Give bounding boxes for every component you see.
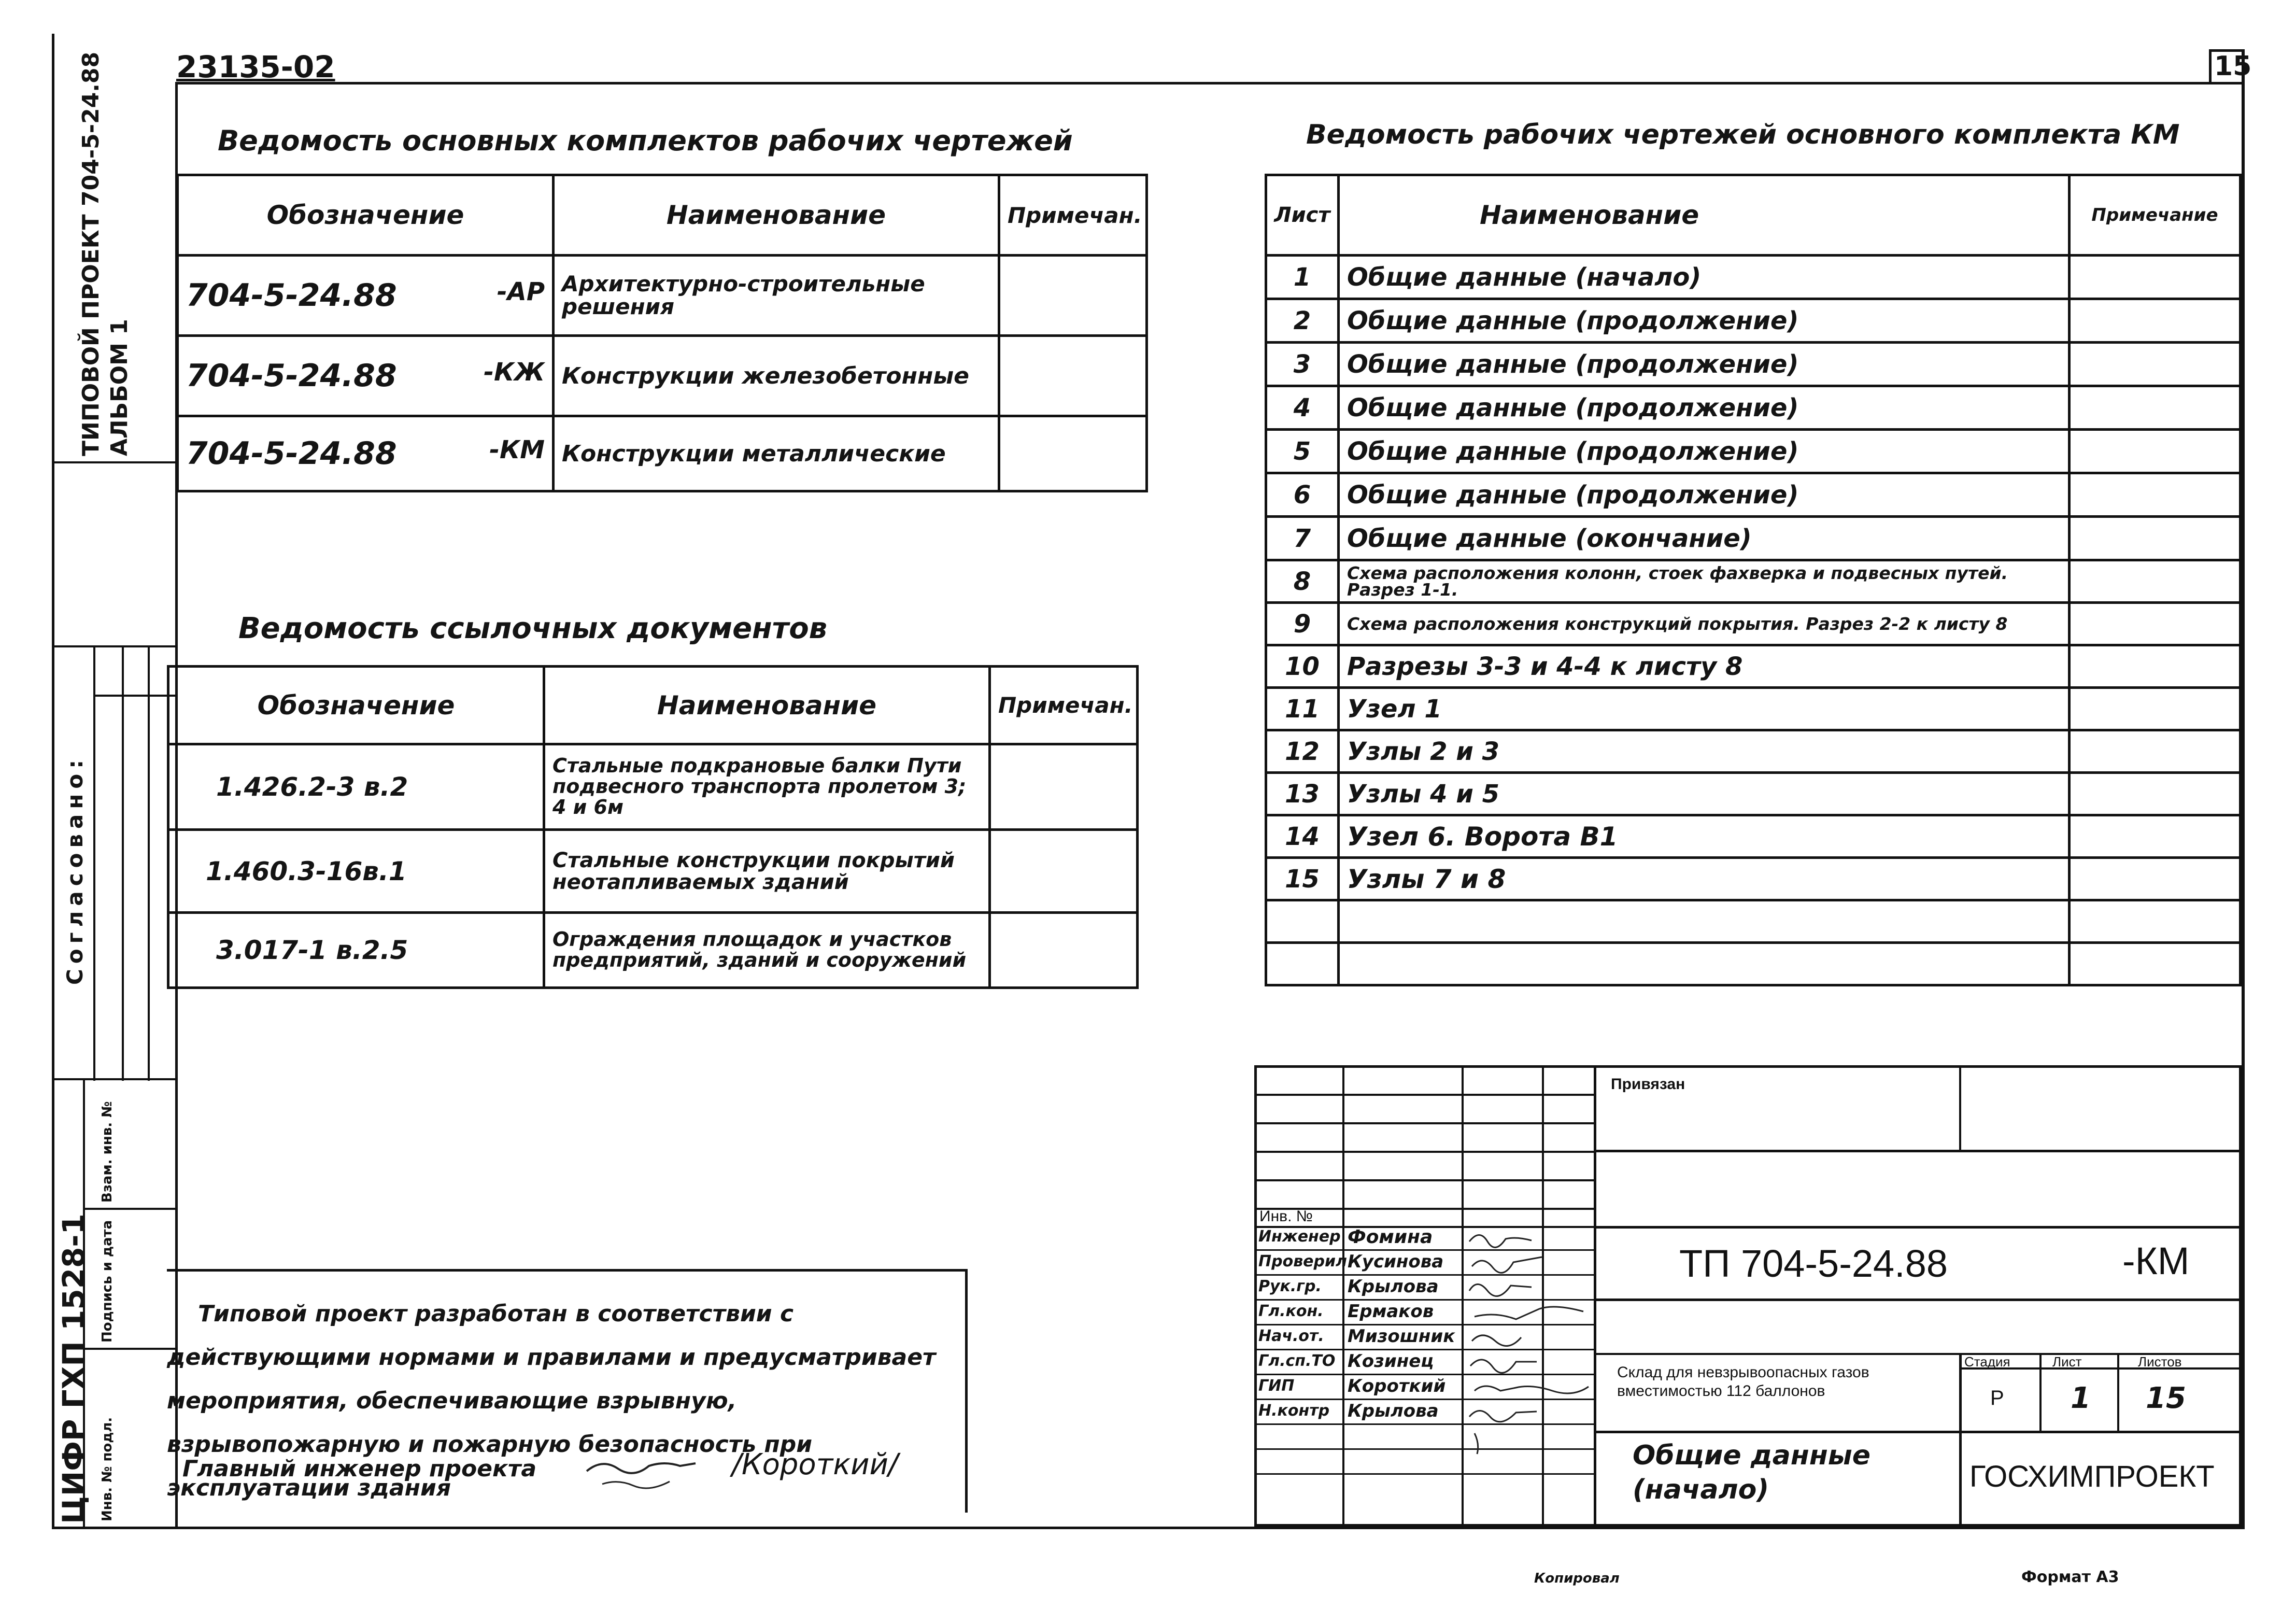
km-sheet-name: Общие данные (продолжение) <box>1339 430 2070 473</box>
table-row <box>178 336 1147 416</box>
tb-row-linked <box>1594 1150 2242 1152</box>
main-sets-table <box>176 174 1148 492</box>
km-sheets-table <box>1265 174 2242 986</box>
km-sheet-number <box>1266 943 1339 985</box>
km-sheet-number: 11 <box>1266 688 1339 730</box>
table-row <box>1266 517 2241 560</box>
ref-doc-code: 1.460.3-16в.1 <box>168 830 544 913</box>
agreed-col-2 <box>122 645 124 1081</box>
table-row <box>168 830 1138 913</box>
table-row <box>178 416 1147 491</box>
side-stamp-album: АЛЬБОМ 1 <box>106 319 133 456</box>
tb-person: Фомина <box>1348 1226 1433 1248</box>
table-row <box>1266 343 2241 386</box>
tb-col-stage <box>2039 1353 2042 1431</box>
ref-docs-title: Ведомость ссылочных документов <box>238 612 828 645</box>
footer-copied: Копировал <box>1534 1571 1620 1586</box>
side-label-vzam: Взам. инв. № <box>100 1101 115 1203</box>
km-sheet-name: Узлы 7 и 8 <box>1339 858 2070 900</box>
main-set-name: Конструкции железобетонные <box>554 336 999 416</box>
km-sheet-number: 6 <box>1266 473 1339 517</box>
tb-person: Ермаков <box>1348 1301 1434 1322</box>
tb-col-2 <box>1462 1065 1464 1527</box>
km-sheet-number <box>1266 900 1339 943</box>
tb-designation: ТП 704-5-24.88 <box>1679 1242 1948 1285</box>
main-set-suffix: -АР <box>497 277 545 306</box>
table-row <box>1266 943 2241 985</box>
km-sheet-name: Разрезы 3-3 и 4-4 к листу 8 <box>1339 645 2070 688</box>
tb-sheets: 15 <box>2146 1381 2186 1415</box>
main-set-code: 704-5-24.88 <box>186 358 397 394</box>
main-sets-header-name: Наименование <box>554 175 999 256</box>
ref-doc-code: 3.017-1 в.2.5 <box>168 913 544 988</box>
km-header-sheet: Лист <box>1266 175 1339 256</box>
km-sheet-name: Общие данные (продолжение) <box>1339 386 2070 430</box>
side-stamp-project: ТИПОВОЙ ПРОЕКТ 704-5-24.88 <box>78 51 104 456</box>
tb-role: Инженер <box>1258 1227 1341 1246</box>
main-set-name: Архитектурно-строительные решения <box>554 256 999 336</box>
km-sheet-number: 14 <box>1266 815 1339 858</box>
km-sheet-number: 2 <box>1266 299 1339 343</box>
table-row <box>1266 560 2241 603</box>
km-header-name: Наименование <box>1339 175 2070 256</box>
tb-col-object-divider <box>1959 1353 1962 1527</box>
main-set-suffix: -КМ <box>489 435 545 464</box>
km-sheet-number: 1 <box>1266 256 1339 299</box>
tb-role: Рук.гр. <box>1258 1277 1322 1295</box>
tb-linked-label: Привязан <box>1611 1076 1685 1093</box>
km-sheet-number: 12 <box>1266 730 1339 773</box>
tb-organization: ГОСХИМПРОЕКТ <box>1969 1460 2215 1493</box>
main-set-suffix: -КЖ <box>484 358 545 387</box>
tb-person: Короткий <box>1348 1376 1446 1396</box>
km-sheet-name: Схема расположения колонн, стоек фахверка и подвесных путей. Разрез 1-1. <box>1339 560 2070 603</box>
main-sets-title: Ведомость основных комплектов рабочих чертежей <box>218 124 1073 157</box>
tb-role: ГИП <box>1258 1377 1295 1395</box>
sheet-box-left <box>2209 49 2212 84</box>
tb-role: Нач.от. <box>1258 1327 1324 1345</box>
binding-strip-mid3 <box>52 1078 176 1080</box>
table-row <box>1266 299 2241 343</box>
main-set-note <box>999 416 1147 491</box>
ref-doc-code: 1.426.2-3 в.2 <box>168 744 544 830</box>
km-sheet-name: Узел 6. Ворота В1 <box>1339 815 2070 858</box>
tb-sheets-label: Листов <box>2138 1354 2182 1370</box>
km-sheets-title: Ведомость рабочих чертежей основного комплекта КМ <box>1306 119 2180 150</box>
tb-person: Козинец <box>1348 1351 1434 1372</box>
main-set-code: 704-5-24.88 <box>186 277 397 314</box>
tb-role: Н.контр <box>1258 1402 1330 1420</box>
km-sheet-number: 5 <box>1266 430 1339 473</box>
ref-doc-note <box>990 913 1138 988</box>
table-row <box>1266 256 2241 299</box>
tb-signatures <box>1464 1226 1594 1475</box>
tb-inv-no: Инв. № <box>1259 1208 1313 1225</box>
km-sheet-name: Общие данные (продолжение) <box>1339 343 2070 386</box>
main-sets-header-note: Примечан. <box>999 175 1147 256</box>
outer-frame-bottom <box>52 1527 2244 1529</box>
km-sheet-name: Общие данные (продолжение) <box>1339 473 2070 517</box>
tb-sheet: 1 <box>2071 1381 2091 1415</box>
side-label-podpis: Подпись и дата <box>100 1220 115 1343</box>
main-set-note <box>999 256 1147 336</box>
footer-format: Формат А3 <box>2021 1568 2119 1586</box>
tb-role: Проверил <box>1258 1252 1347 1271</box>
ref-docs-header-code: Обозначение <box>168 667 544 744</box>
tb-role: Гл.сп.ТО <box>1258 1352 1336 1370</box>
table-row <box>178 256 1147 336</box>
tb-row <box>1254 1179 1594 1181</box>
tb-row <box>1254 1122 1594 1124</box>
chief-engineer-label: Главный инженер проекта <box>182 1456 537 1482</box>
table-row <box>1266 688 2241 730</box>
binding-strip-mid4 <box>83 1208 176 1210</box>
tb-object-name: Склад для невзрывоопасных газов вместимостью 112 баллонов <box>1617 1364 1869 1400</box>
tb-col-1 <box>1342 1065 1344 1527</box>
tb-person: Крылова <box>1348 1401 1439 1421</box>
ref-doc-note <box>990 830 1138 913</box>
km-sheet-number: 13 <box>1266 773 1339 815</box>
table-row <box>1266 730 2241 773</box>
km-sheet-name <box>1339 900 2070 943</box>
tb-stage-label: Стадия <box>1964 1354 2010 1370</box>
km-sheet-number: 4 <box>1266 386 1339 430</box>
main-set-name: Конструкции металлические <box>554 416 999 491</box>
doc-code: 23135-02 <box>176 49 335 84</box>
side-label-inv-podl: Инв. № подл. <box>100 1417 115 1521</box>
sheet-number: 15 <box>2214 51 2252 82</box>
ref-docs-table <box>167 665 1139 989</box>
ref-doc-note <box>990 744 1138 830</box>
chief-engineer-name: /Короткий/ <box>732 1448 898 1481</box>
km-sheet-number: 3 <box>1266 343 1339 386</box>
km-sheet-number: 7 <box>1266 517 1339 560</box>
inventory-stamp: ЦИФР ГХП 1528-1 <box>56 1213 91 1524</box>
tb-row <box>1254 1151 1594 1153</box>
km-sheet-number: 10 <box>1266 645 1339 688</box>
note-text: Типовой проект разработан в соответствии с действующими нормами и правилами и предусматривает мероприятия, обеспечивающие взрывную, взрывопожарную и пожарную безопасность при эксплуатации здания <box>167 1301 936 1501</box>
km-header-note: Примечание <box>2070 175 2241 256</box>
km-sheet-number: 15 <box>1266 858 1339 900</box>
tb-col-sheet <box>2117 1353 2119 1431</box>
ref-doc-name: Стальные конструкции покрытий неотапливаемых зданий <box>544 830 990 913</box>
tb-role: Гл.кон. <box>1258 1302 1324 1320</box>
km-sheet-number: 9 <box>1266 603 1339 645</box>
outer-frame-right <box>2242 49 2245 1529</box>
ref-doc-name: Ограждения площадок и участков предприятий, зданий и сооружений <box>544 913 990 988</box>
binding-strip-mid5 <box>83 1348 176 1350</box>
binding-strip-mid <box>52 461 176 463</box>
tb-sheet-label: Лист <box>2052 1354 2082 1370</box>
table-row <box>1266 900 2241 943</box>
binding-strip-mid2 <box>52 645 176 647</box>
chief-signature <box>582 1450 701 1497</box>
tb-sheet-title: Общие данные (начало) <box>1633 1440 1871 1505</box>
ref-docs-header-name: Наименование <box>544 667 990 744</box>
tb-linked-divider <box>1959 1065 1961 1151</box>
tb-col-4 <box>1594 1065 1596 1527</box>
table-row <box>1266 430 2241 473</box>
tb-stage: Р <box>1990 1387 2004 1409</box>
tb-person: Кусинова <box>1348 1251 1444 1272</box>
table-row <box>1266 473 2241 517</box>
table-row <box>1266 773 2241 815</box>
tb-person: Крылова <box>1348 1276 1439 1297</box>
tb-person: Мизошник <box>1348 1326 1455 1347</box>
km-sheet-name: Узлы 2 и 3 <box>1339 730 2070 773</box>
km-sheet-number: 8 <box>1266 560 1339 603</box>
km-sheet-name: Общие данные (начало) <box>1339 256 2070 299</box>
table-row <box>1266 603 2241 645</box>
tb-row-object-bottom <box>1594 1431 2242 1433</box>
tb-row-designation-bottom <box>1594 1299 2242 1301</box>
agreed-label: Согласовано: <box>62 754 88 985</box>
agreed-col-1 <box>93 645 95 1081</box>
main-set-code: 704-5-24.88 <box>186 435 397 472</box>
main-set-note <box>999 336 1147 416</box>
main-sets-header-code: Обозначение <box>178 175 554 256</box>
table-row <box>168 744 1138 830</box>
tb-row-designation-top <box>1594 1226 2242 1229</box>
note-block <box>167 1269 968 1513</box>
table-row <box>1266 645 2241 688</box>
km-sheet-name: Узлы 4 и 5 <box>1339 773 2070 815</box>
binding-strip-left <box>52 34 54 1529</box>
km-sheet-name <box>1339 943 2070 985</box>
tb-mark: -КМ <box>2122 1239 2190 1282</box>
table-row <box>1266 815 2241 858</box>
ref-doc-name: Стальные подкрановые балки Пути подвесного транспорта пролетом 3; 4 и 6м <box>544 744 990 830</box>
tb-row <box>1254 1094 1594 1096</box>
km-sheet-name: Общие данные (окончание) <box>1339 517 2070 560</box>
ref-docs-header-note: Примечан. <box>990 667 1138 744</box>
agreed-col-3 <box>148 645 150 1081</box>
table-row <box>1266 386 2241 430</box>
outer-frame-top <box>176 82 2244 84</box>
agreed-row-1 <box>93 695 176 697</box>
table-row <box>1266 858 2241 900</box>
km-sheet-name: Общие данные (продолжение) <box>1339 299 2070 343</box>
km-sheet-name: Схема расположения конструкций покрытия. Разрез 2-2 к листу 8 <box>1339 603 2070 645</box>
table-row <box>168 913 1138 988</box>
km-sheet-name: Узел 1 <box>1339 688 2070 730</box>
